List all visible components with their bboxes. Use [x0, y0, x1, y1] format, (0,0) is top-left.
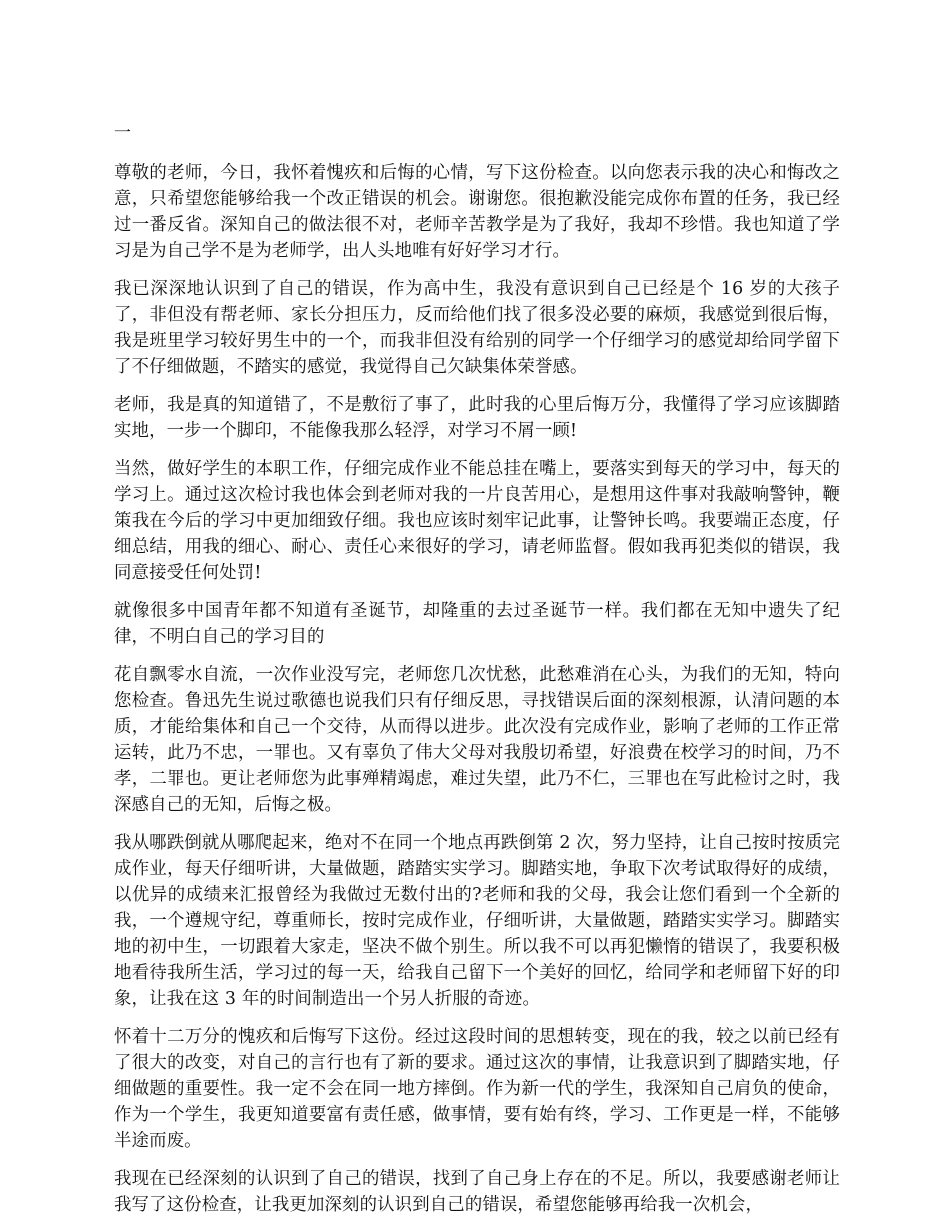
- paragraph-4: 当然，做好学生的本职工作，仔细完成作业不能总挂在嘴上，要落实到每天的学习中，每天的学习上。通过这次检讨我也体会到老师对我的一片良苦用心，是想用这件事对我敲响警钟，鞭策我在今后的学习中更加细致仔细。我也应该时刻牢记此事，让警钟长鸣。我要端正态度，仔细总结，用我的细心、耐心、责任心来很好的学习，请老师监督。假如我再犯类似的错误，我同意接受任何处罚!: [114, 459, 840, 583]
- section-heading: 一: [114, 123, 131, 143]
- paragraph-9: 我现在已经深刻的认识到了自己的错误，找到了自己身上存在的不足。所以，我要感谢老师让我写了这份检查，让我更加深刻的认识到自己的错误，希望您能够再给我一次机会，: [114, 1169, 840, 1215]
- paragraph-8: 怀着十二万分的愧疚和后悔写下这份。经过这段时间的思想转变，现在的我，较之以前已经有了很大的改变，对自己的言行也有了新的要求。通过这次的事情，让我意识到了脚踏实地，仔细做题的重要性。我一定不会在同一地方摔倒。作为新一代的学生，我深知自己肩负的使命，作为一个学生，我更知道要富有责任感，做事情，要有始有终，学习、工作更是一样，不能够半途而废。: [114, 1027, 840, 1151]
- document-page: [114, 120, 840, 1230]
- paragraph-1: 尊敬的老师，今日，我怀着愧疚和后悔的心情，写下这份检查。以向您表示我的决心和悔改之意，只希望您能够给我一个改正错误的机会。谢谢您。很抱歉没能完成你布置的任务，我已经过一番反省。深知自己的做法很不对，老师辛苦教学是为了我好，我却不珍惜。我也知道了学习是为自己学不是为老师学，出人头地唯有好好学习才行。: [114, 163, 840, 261]
- paragraph-6: 花自飘零水自流，一次作业没写完，老师您几次忧愁，此愁难消在心头，为我们的无知，特向您检查。鲁迅先生说过歌德也说我们只有仔细反思，寻找错误后面的深刻根源，认清问题的本质，才能给集体和自己一个交待，从而得以进步。此次没有完成作业，影响了老师的工作正常运转，此乃不忠，一罪也。又有辜负了伟大父母对我殷切希望，好浪费在校学习的时间，乃不孝，二罪也。更让老师您为此事殚精竭虑，难过失望，此乃不仁，三罪也在写此检讨之时，我深感自己的无知，后悔之极。: [114, 665, 840, 815]
- paragraph-3: 老师，我是真的知道错了，不是敷衍了事了，此时我的心里后悔万分，我懂得了学习应该脚踏实地，一步一个脚印，不能像我那么轻浮，对学习不屑一顾!: [114, 395, 840, 441]
- paragraph-7: 我从哪跌倒就从哪爬起来，绝对不在同一个地点再跌倒第 2 次，努力坚持，让自己按时按质完成作业，每天仔细听讲，大量做题，踏踏实实学习。脚踏实地，争取下次考试取得好的成绩，以优异的成绩来汇报曾经为我做过无数付出的?老师和我的父母，我会让您们看到一个全新的我，一个遵规守纪，尊重师长，按时完成作业，仔细听讲，大量做题，踏踏实实学习。脚踏实地的初中生，一切跟着大家走，坚决不做个别生。所以我不可以再犯懒惰的错误了，我要积极地看待我所生活，学习过的每一天，给我自己留下一个美好的回忆，给同学和老师留下好的印象，让我在这 3 年的时间制造出一个另人折服的奇迹。: [114, 833, 840, 1009]
- paragraph-2: 我已深深地认识到了自己的错误，作为高中生，我没有意识到自己已经是个 16 岁的大孩子了，非但没有帮老师、家长分担压力，反而给他们找了很多没必要的麻烦，我感觉到很后悔，我是班里学习较好男生中的一个，而我非但没有给别的同学一个仔细学习的感觉却给同学留下了不仔细做题，不踏实的感觉，我觉得自己欠缺集体荣誉感。: [114, 279, 840, 377]
- paragraph-5: 就像很多中国青年都不知道有圣诞节，却隆重的去过圣诞节一样。我们都在无知中遗失了纪律，不明白自己的学习目的: [114, 601, 840, 647]
